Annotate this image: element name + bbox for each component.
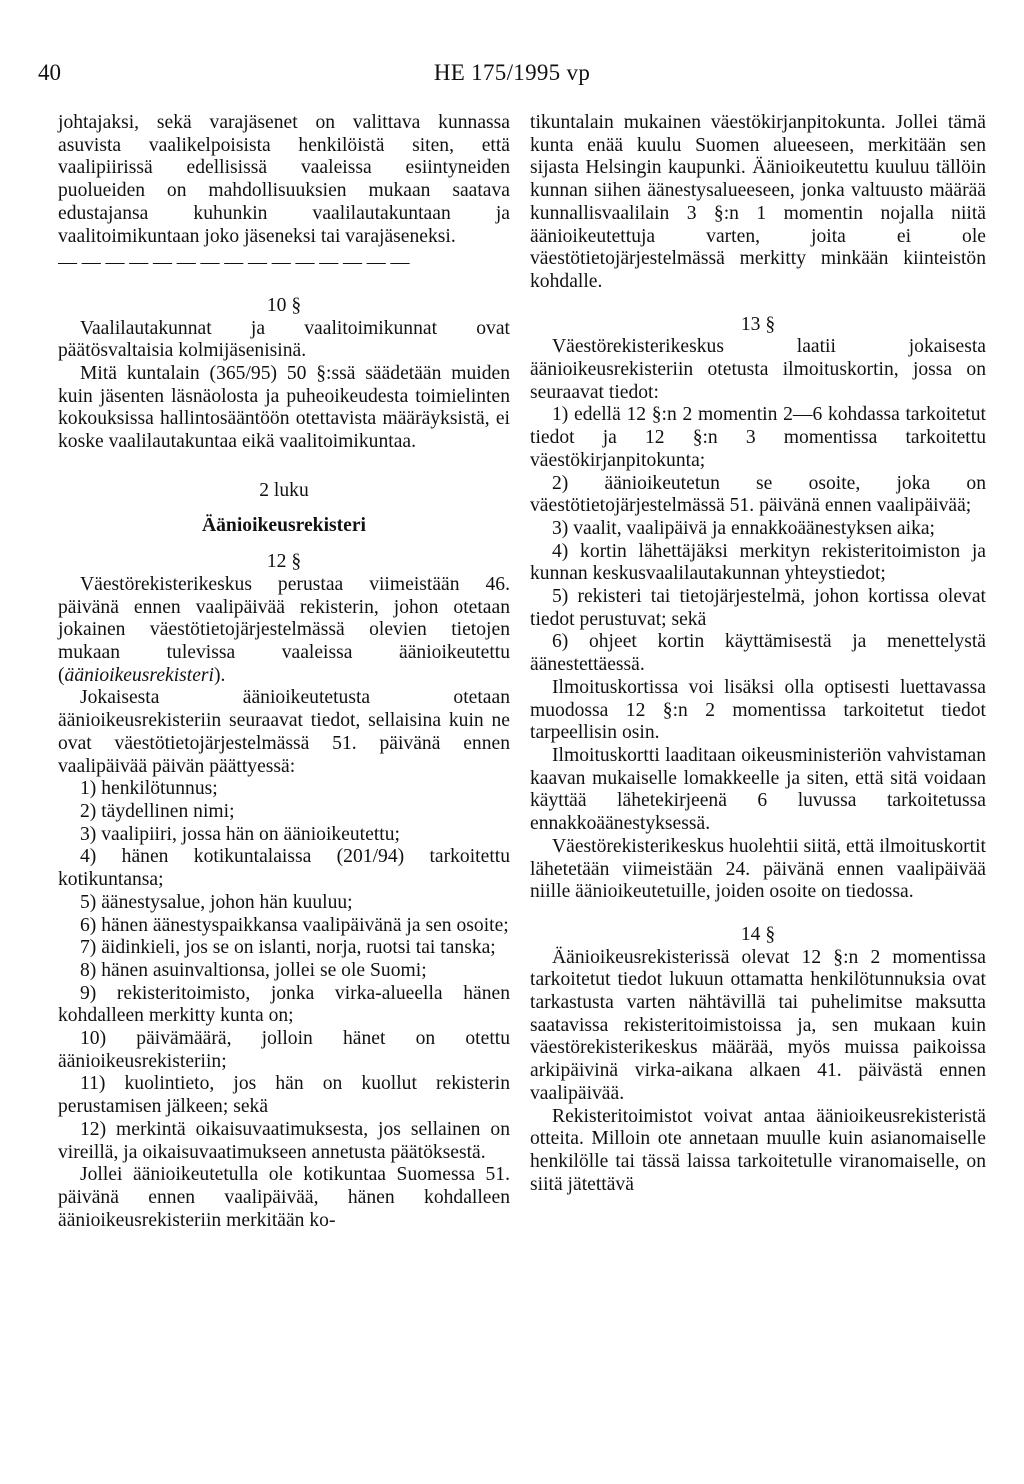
list-item: 5) äänestysalue, johon hän kuuluu; bbox=[80, 891, 353, 913]
list-item: 6) hänen äänestyspaikkansa vaalipäivänä ja sen osoite; bbox=[80, 914, 509, 936]
list-item: 11) kuolintieto, jos hän on kuollut rekisterin perustamisen jälkeen; sekä bbox=[58, 1073, 510, 1118]
section-14-paragraph-2: Rekisteritoimistot voivat antaa äänioikeusrekisteristä otteita. Milloin ote annetaan muulle kuin asianomaiselle henkilölle tai tässä laissa tarkoitetulle viranomaiselle, on siitä jätettävä bbox=[530, 1105, 986, 1195]
omission-dashes: — — — — — — — — — — — — — — — bbox=[58, 252, 410, 274]
section-12-paragraph-1-end: ). bbox=[214, 664, 226, 686]
continued-paragraph: tikuntalain mukainen väestökirjanpitokunta. Jollei tämä kunta enää kuulu Suomen alueeseen, merkitään sen sijasta Helsingin kaupunki. Äänioikeutettu kuuluu tällöin kunnan siihen äänestysalueeseen, jonka valtuusto määrää kunnallisvaalilain 3 §:n 1 momentin nojalla niitä äänioikeutettuja varten, joita ei ole väestötietojärjestelmässä merkitty minkään kiinteistön kohdalle. bbox=[530, 112, 986, 292]
list-item: 2) äänioikeutetun se osoite, joka on väestötietojärjestelmässä 51. päivänä ennen vaalipäivää; bbox=[530, 472, 986, 517]
list-item: 5) rekisteri tai tietojärjestelmä, johon kortissa olevat tiedot perustuvat; sekä bbox=[530, 586, 986, 630]
list-item: 8) hänen asuinvaltionsa, jollei se ole Suomi; bbox=[80, 959, 427, 981]
section-10-paragraph-2: Mitä kuntalain (365/95) 50 §:ssä säädetään muiden kuin jäsenten läsnäolosta ja puheoikeudesta toimielinten kokouksissa hallintosääntöön otettavista määräyksistä, ei koske vaalilautakuntaa eikä vaalitoimikuntaa. bbox=[58, 363, 510, 453]
section-12-paragraph-1-text: Väestörekisterikeskus perustaa viimeistään 46. päivänä ennen vaalipäivää rekisterin, johon otetaan jokainen väestötietojärjestelmässä olevien tietojen mukaan tulevissa vaaleissa äänioikeutettu ( bbox=[58, 573, 510, 686]
list-item: 2) täydellinen nimi; bbox=[80, 800, 235, 822]
section-12-heading: 12 § bbox=[266, 551, 302, 573]
list-item: 12) merkintä oikaisuvaatimuksesta, jos sellainen on vireillä, ja oikaisuvaatimukseen annetusta päätöksestä. bbox=[58, 1118, 510, 1163]
section-14-heading: 14 § bbox=[740, 923, 776, 945]
list-item: 4) hänen kotikuntalaissa (201/94) tarkoitettu kotikuntansa; bbox=[58, 846, 510, 891]
section-13-paragraph-1: Väestörekisterikeskus laatii jokaisesta äänioikeusrekisteriin otetusta ilmoituskortin, jossa on seuraavat tiedot: bbox=[530, 336, 986, 403]
section-12-paragraph-1 bbox=[58, 574, 510, 688]
list-item: 9) rekisteritoimisto, jonka virka-alueella hänen kohdalleen merkitty kunta on; bbox=[58, 982, 510, 1027]
right-column bbox=[530, 112, 986, 1196]
running-title: HE 175/1995 vp bbox=[433, 60, 591, 85]
section-13-paragraph-4: Väestörekisterikeskus huolehtii siitä, että ilmoituskortit lähetetään viimeistään 24. päivänä ennen vaalipäivää niille äänioikeutetuille, joiden osoite on tiedossa. bbox=[530, 835, 986, 903]
list-item: 1) henkilötunnus; bbox=[80, 778, 218, 800]
section-12-paragraph-2: Jokaisesta äänioikeutetusta otetaan äänioikeusrekisteriin seuraavat tiedot, sellaisina kuin ne ovat väestötietojärjestelmässä 51. päivänä ennen vaalipäivää päivän päättyessä: bbox=[58, 687, 510, 777]
section-13-paragraph-2: Ilmoituskortissa voi lisäksi olla optisesti luettavassa muodossa 12 §:n 2 momentissa tarkoitetut tiedot tarpeellisin osin. bbox=[530, 676, 986, 744]
list-item: 1) edellä 12 §:n 2 momentin 2—6 kohdassa tarkoitetut tiedot ja 12 §:n 3 momentissa tarkoitettu väestökirjanpitokunta; bbox=[530, 404, 986, 471]
section-14-paragraph-1: Äänioikeusrekisterissä olevat 12 §:n 2 momentissa tarkoitetut tiedot lukuun ottamatta henkilötunnuksia ovat tarkastusta varten nähtävillä tai puhelimitse maksutta saatavissa rekisteritoimistoissa ja, sen mukaan kuin väestörekisterikeskus määrää, myös muissa paikoissa arkipäivinä virka-aikana alkaen 41. päivästä ennen vaalipäivää. bbox=[530, 946, 986, 1104]
section-10-paragraph-1: Vaalilautakunnat ja vaalitoimikunnat ovat päätösvaltaisia kolmijäsenisinä. bbox=[58, 317, 510, 362]
left-column bbox=[58, 112, 510, 1232]
list-item: 7) äidinkieli, jos se on islanti, norja, ruotsi tai tanska; bbox=[80, 937, 496, 959]
intro-paragraph: johtajaksi, sekä varajäsenet on valittava kunnassa asuvista vaalikelpoisista henkilöistä siten, että vaalipiirissä edellisissä vaaleissa esiintyneiden puolueiden on mahdollisuuksien mukaan saatava edustajansa kuhunkin vaalilautakuntaan ja vaalitoimikuntaan joko jäseneksi tai varajäseneksi. bbox=[58, 112, 510, 247]
page-number: 40 bbox=[38, 60, 61, 85]
chapter-title: Äänioikeusrekisteri bbox=[201, 514, 366, 536]
page-header bbox=[0, 52, 1024, 88]
section-13-paragraph-3: Ilmoituskortti laaditaan oikeusministeriön vahvistaman kaavan mukaiselle lomakkeelle ja siten, että sitä voidaan käyttää lähetekirjeenä 6 luvussa tarkoitetussa ennakkoäänestyksessä. bbox=[530, 744, 986, 835]
list-item: 10) päivämäärä, jolloin hänet on otettu äänioikeusrekisteriin; bbox=[58, 1028, 510, 1072]
list-item: 6) ohjeet kortin käyttämisestä ja menettelystä äänestettäessä. bbox=[530, 631, 986, 676]
chapter-number: 2 luku bbox=[259, 479, 309, 501]
section-10-heading: 10 § bbox=[266, 294, 302, 316]
section-13-heading: 13 § bbox=[740, 313, 776, 335]
list-item: 3) vaalipiiri, jossa hän on äänioikeutettu; bbox=[80, 823, 400, 845]
list-item: 3) vaalit, vaalipäivä ja ennakkoäänestyksen aika; bbox=[552, 517, 936, 539]
defined-term: äänioikeusrekisteri bbox=[64, 664, 214, 686]
list-item: 4) kortin lähettäjäksi merkityn rekisteritoimiston ja kunnan keskusvaalilautakunnan yhteystiedot; bbox=[530, 540, 986, 585]
section-12-paragraph-3: Jollei äänioikeutetulla ole kotikuntaa Suomessa 51. päivänä ennen vaalipäivää, hänen kohdalleen äänioikeusrekisteriin merkitään ko- bbox=[58, 1164, 510, 1231]
